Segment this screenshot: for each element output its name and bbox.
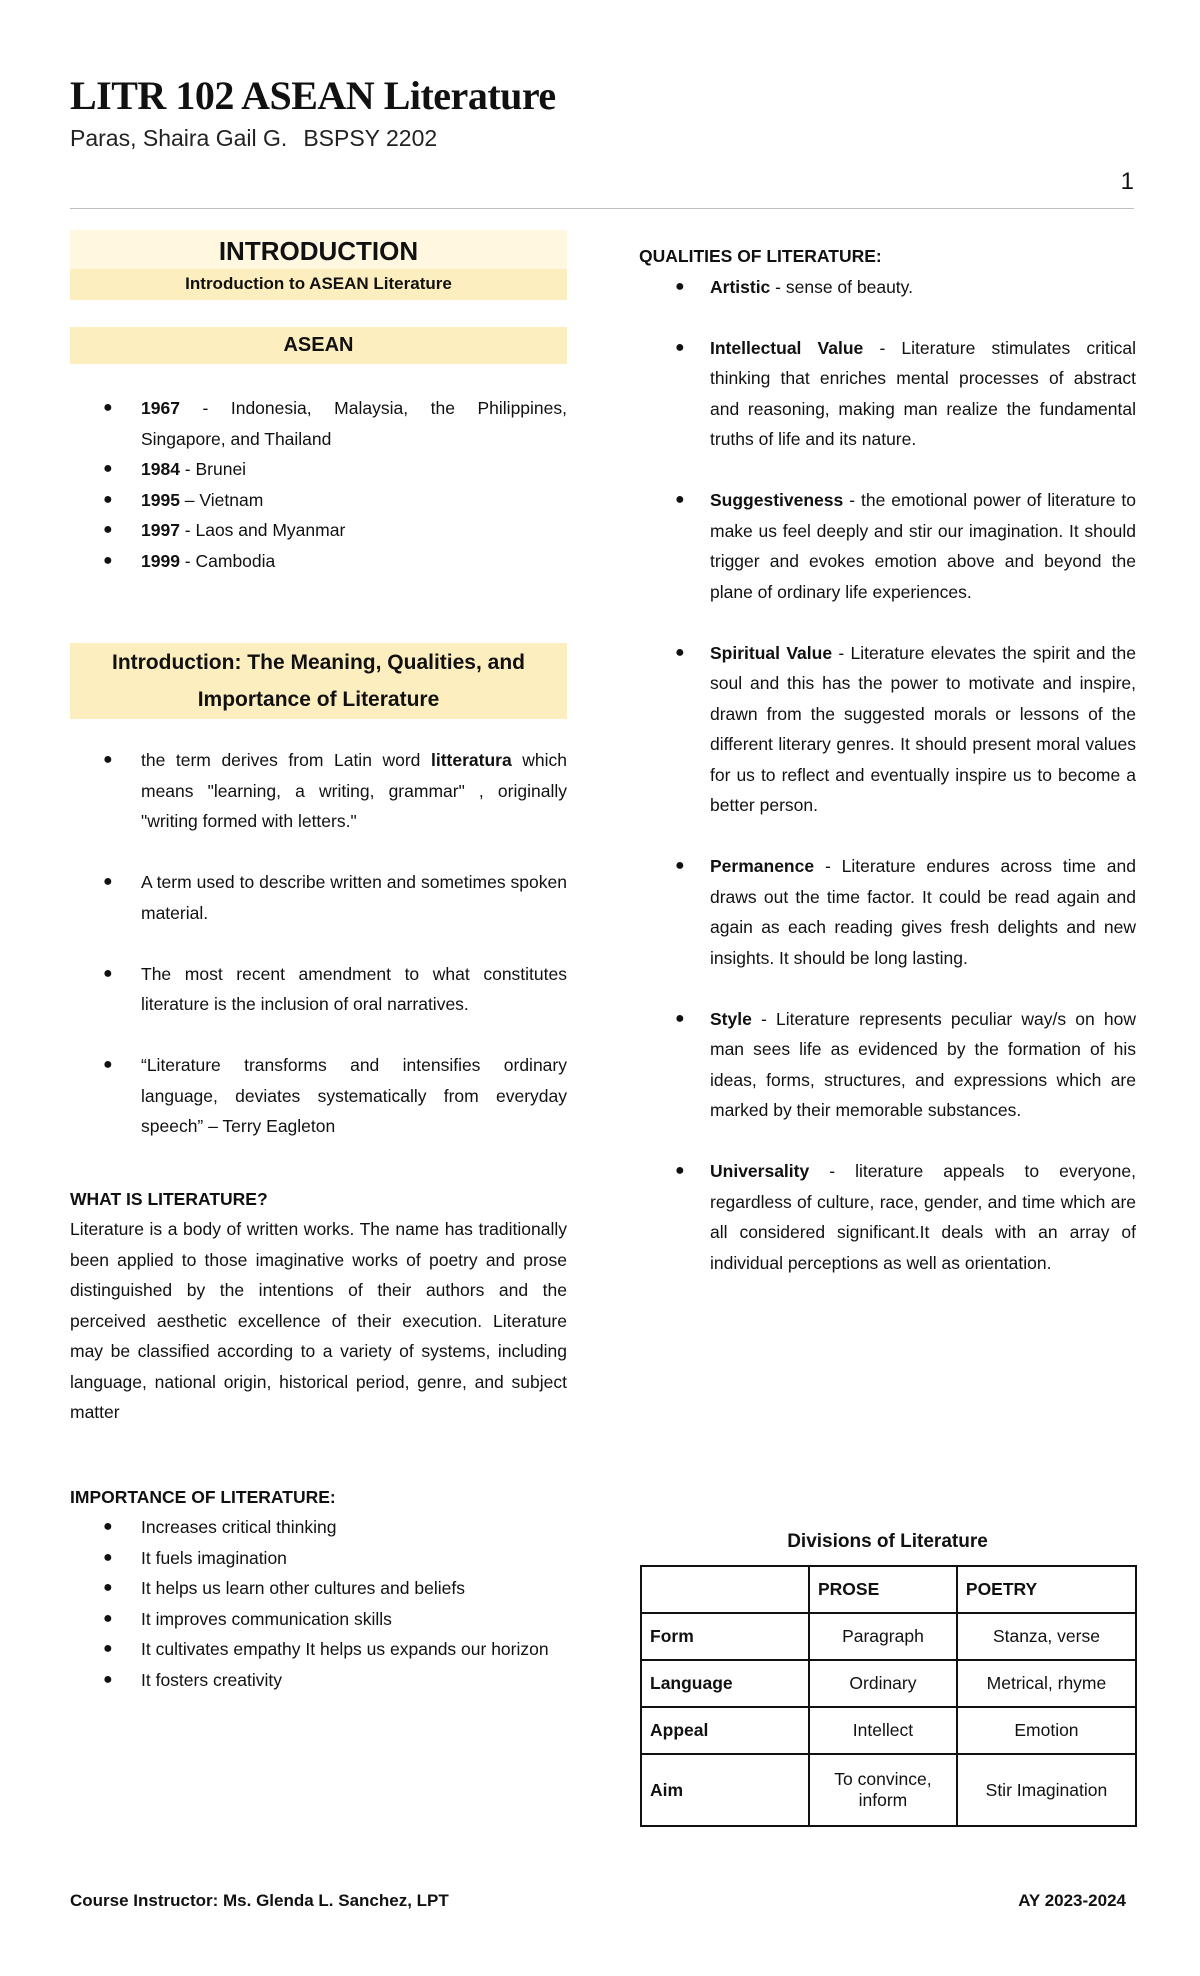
poetry-cell: Emotion (957, 1707, 1136, 1754)
bullet-icon: ● (103, 1548, 113, 1566)
row-label: Aim (641, 1754, 809, 1826)
bullet-icon: ● (103, 551, 113, 569)
list-item: ● 1995 – Vietnam (70, 485, 567, 516)
table-row (641, 1613, 1136, 1660)
row-label: Language (641, 1660, 809, 1707)
student-name: Paras, Shaira Gail G. (70, 125, 288, 151)
header-divider (70, 208, 1134, 209)
bullet-icon: ● (103, 1056, 113, 1073)
prose-cell: Paragraph (809, 1613, 957, 1660)
bullet-icon: ● (675, 857, 685, 874)
prose-cell: Intellect (809, 1707, 957, 1754)
document-title: LITR 102 ASEAN Literature (70, 73, 556, 118)
bullet-icon: ● (103, 873, 113, 890)
asean-heading: ASEAN (70, 327, 567, 364)
table-row (641, 1707, 1136, 1754)
list-item: ● 1999 - Cambodia (70, 546, 567, 577)
bullet-icon: ● (103, 1518, 113, 1535)
footer-academic-year: AY 2023-2024 (1018, 1891, 1126, 1910)
meaning-heading: Introduction: The Meaning, Qualities, and Importance of Literature (70, 643, 567, 719)
bullet-icon: ● (675, 1162, 685, 1179)
bullet-icon: ● (103, 521, 113, 538)
list-item: ● It improves communication skills (70, 1604, 567, 1635)
list-item: ● 1967 - Indonesia, Malaysia, the Philippines, Singapore, and Thailand (70, 393, 567, 454)
list-item: ● It fosters creativity (70, 1665, 567, 1696)
poetry-cell: Stir Imagination (957, 1754, 1136, 1826)
list-item: ● Universality - literature appeals to everyone, regardless of culture, race, gender, and time which are all considered significant.It deals with an array of individual perceptions as well as orientation. (639, 1156, 1136, 1278)
divisions-table (640, 1565, 1137, 1827)
asean-member-list (70, 393, 567, 576)
table-header-row (641, 1566, 1136, 1613)
prose-cell: Ordinary (809, 1660, 957, 1707)
footer-instructor: Course Instructor: Ms. Glenda L. Sanchez, LPT (70, 1891, 449, 1910)
author-line (70, 125, 437, 152)
what-is-literature-text: Literature is a body of written works. The name has traditionally been applied to those imaginative works of poetry and prose distinguished by the intentions of their authors and the perceived aesthetic excellence of their execution. Literature may be classified according to a variety of systems, including language, national origin, historical period, genre, and subject matter (70, 1219, 567, 1422)
meaning-list (70, 745, 567, 1142)
bullet-icon: ● (675, 1009, 685, 1027)
list-item: ● Increases critical thinking (70, 1512, 567, 1543)
row-label: Form (641, 1613, 809, 1660)
page-number: 1 (1120, 168, 1134, 195)
bullet-icon: ● (675, 491, 685, 508)
table-row (641, 1660, 1136, 1707)
poetry-cell: Stanza, verse (957, 1613, 1136, 1660)
list-item: ● It helps us learn other cultures and beliefs (70, 1573, 567, 1604)
section-code: BSPSY 2202 (303, 125, 438, 151)
bullet-icon: ● (103, 399, 113, 416)
column-header-prose: PROSE (809, 1566, 957, 1613)
list-item: ● Artistic - sense of beauty. (639, 272, 1136, 303)
bullet-icon: ● (675, 643, 685, 661)
list-item: ● “Literature transforms and intensifies ordinary language, deviates systematically from everyday speech” – Terry Eagleton (70, 1050, 567, 1142)
left-column (70, 230, 567, 1695)
bullet-icon: ● (103, 490, 113, 508)
bullet-icon: ● (675, 277, 685, 295)
poetry-cell: Metrical, rhyme (957, 1660, 1136, 1707)
list-item: ● Spiritual Value - Literature elevates the spirit and the soul and this has the power to motivate and inspire, drawn from the suggested morals or lessons of the different literary genres. It should present moral values for us to reflect and eventually inspire us to become a better person. (639, 638, 1136, 821)
right-column (639, 230, 1136, 1309)
what-is-literature-heading: WHAT IS LITERATURE? (70, 1188, 268, 1209)
row-label: Appeal (641, 1707, 809, 1754)
qualities-list (639, 272, 1136, 1279)
list-item: ● Permanence - Literature endures across time and draws out the time factor. It could be read again and again as each reading gives fresh delights and new insights. It should be long lasting. (639, 851, 1136, 973)
list-item: ● 1984 - Brunei (70, 454, 567, 485)
importance-heading: IMPORTANCE OF LITERATURE: (70, 1486, 336, 1507)
bullet-icon: ● (103, 751, 113, 768)
prose-cell: To convince, inform (809, 1754, 957, 1826)
introduction-heading: INTRODUCTION (218, 236, 419, 266)
table-row (641, 1754, 1136, 1826)
importance-list (70, 1512, 567, 1695)
list-item: ● Style - Literature represents peculiar way/s on how man sees life as evidenced by the formation of his ideas, forms, structures, and expressions which are marked by their memorable substances. (639, 1004, 1136, 1126)
introduction-box (70, 230, 567, 300)
list-item: ● It cultivates empathy It helps us expands our horizon (70, 1634, 567, 1665)
bullet-icon: ● (103, 1579, 113, 1596)
list-item: ● 1997 - Laos and Myanmar (70, 515, 567, 546)
column-header-poetry: POETRY (957, 1566, 1136, 1613)
introduction-subheading: Introduction to ASEAN Literature (70, 269, 567, 300)
list-item: ● the term derives from Latin word litteratura which means "learning, a writing, grammar" , originally "writing formed with letters." (70, 745, 567, 837)
bullet-icon: ● (103, 964, 113, 982)
bullet-icon: ● (103, 1640, 113, 1657)
bullet-icon: ● (675, 338, 685, 356)
list-item: ● The most recent amendment to what constitutes literature is the inclusion of oral narratives. (70, 959, 567, 1020)
list-item: ● A term used to describe written and sometimes spoken material. (70, 867, 567, 928)
bullet-icon: ● (103, 1609, 113, 1627)
table-corner-cell (641, 1566, 809, 1613)
bullet-icon: ● (103, 460, 113, 477)
list-item: ● It fuels imagination (70, 1543, 567, 1574)
list-item: ● Suggestiveness - the emotional power of literature to make us feel deeply and stir our imagination. It should trigger and evokes emotion above and beyond the plane of ordinary life experiences. (639, 485, 1136, 607)
qualities-heading: QUALITIES OF LITERATURE: (639, 246, 882, 266)
bullet-icon: ● (103, 1670, 113, 1688)
divisions-title: Divisions of Literature (787, 1531, 988, 1552)
list-item: ● Intellectual Value - Literature stimulates critical thinking that enriches mental processes of abstract and reasoning, making man realize the fundamental truths of life and its nature. (639, 333, 1136, 455)
